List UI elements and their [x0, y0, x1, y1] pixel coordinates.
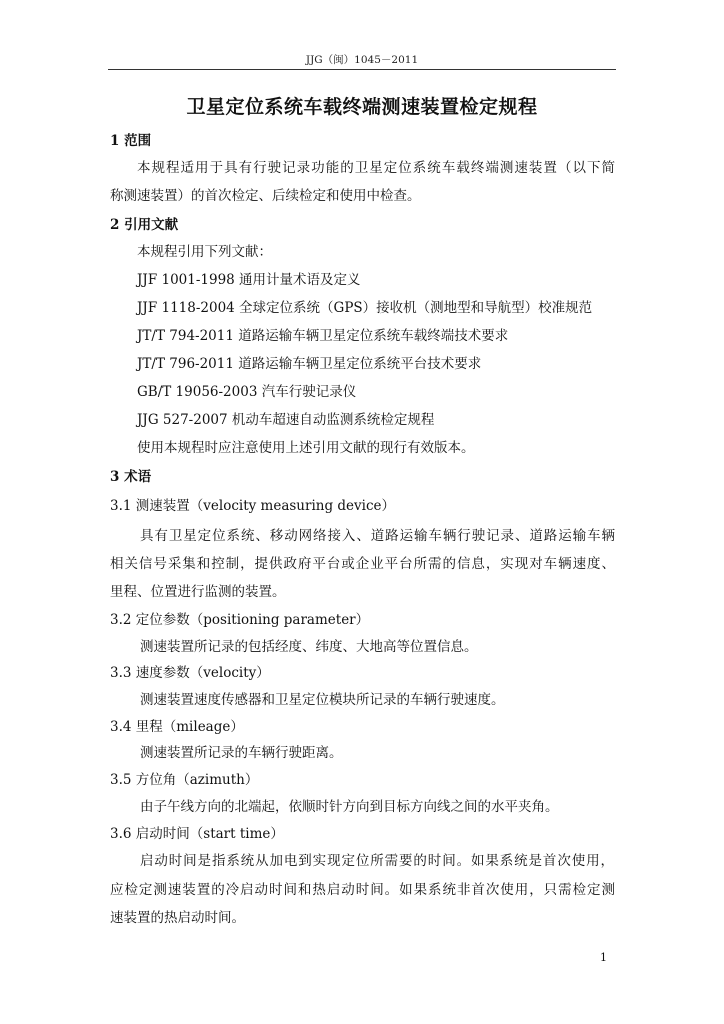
references-note: 使用本规程时应注意使用上述引用文献的现行有效版本。: [137, 440, 475, 456]
document-title: 卫星定位系统车载终端测速装置检定规程: [186, 96, 538, 118]
reference-item: JT/T 796-2011 道路运输车辆卫星定位系统平台技术要求: [137, 356, 482, 372]
references-intro: 本规程引用下列文献：: [137, 244, 272, 260]
section-heading-references: 2 引用文献: [110, 217, 179, 233]
term-3-3-line-1: 测速装置速度传感器和卫星定位模块所记录的车辆行驶速度。: [140, 692, 505, 708]
term-3-6-line-1: 启动时间是指系统从加电到实现定位所需要的时间。如果系统是首次使用，: [140, 853, 614, 869]
page-number: 1: [600, 951, 607, 964]
term-heading-3-3: 3.3 速度参数（velocity）: [110, 665, 270, 681]
header-rule: [108, 69, 616, 70]
section-heading-scope: 1 范围: [110, 133, 152, 149]
reference-item: JJF 1001-1998 通用计量术语及定义: [137, 272, 361, 288]
reference-item: JJG 527-2007 机动车超速自动监测系统检定规程: [137, 412, 435, 428]
section-heading-terms: 3 术语: [110, 469, 152, 485]
term-3-6-line-2: 应检定测速装置的冷启动时间和热启动时间。如果系统非首次使用，只需检定测: [110, 882, 615, 898]
reference-item: JT/T 794-2011 道路运输车辆卫星定位系统车载终端技术要求: [137, 328, 509, 344]
term-heading-3-1: 3.1 测速装置（velocity measuring device）: [110, 498, 396, 514]
reference-item: JJF 1118-2004 全球定位系统（GPS）接收机（测地型和导航型）校准规范: [137, 300, 593, 316]
term-heading-3-4: 3.4 里程（mileage）: [110, 719, 244, 735]
term-3-5-line-1: 由子午线方向的北端起，依顺时针方向到目标方向线之间的水平夹角。: [140, 799, 559, 815]
scope-paragraph-line-1: 本规程适用于具有行驶记录功能的卫星定位系统车载终端测速装置（以下简: [137, 160, 615, 176]
term-3-2-line-1: 测速装置所记录的包括经度、纬度、大地高等位置信息。: [140, 639, 478, 655]
term-3-1-line-3: 里程、位置进行监测的装置。: [110, 584, 286, 600]
term-heading-3-6: 3.6 启动时间（start time）: [110, 826, 284, 842]
term-3-1-line-2: 相关信号采集和控制，提供政府平台或企业平台所需的信息，实现对车辆速度、: [110, 556, 615, 572]
reference-item: GB/T 19056-2003 汽车行驶记录仪: [137, 384, 357, 400]
term-3-6-line-3: 速装置的热启动时间。: [110, 910, 245, 926]
scope-paragraph-line-2: 称测速装置）的首次检定、后续检定和使用中检查。: [110, 188, 421, 204]
term-heading-3-5: 3.5 方位角（azimuth）: [110, 772, 259, 788]
term-3-1-line-1: 具有卫星定位系统、移动网络接入、道路运输车辆行驶记录、道路运输车辆: [140, 528, 615, 544]
running-header: JJG（闽）1045－2011: [305, 54, 419, 66]
term-3-4-line-1: 测速装置所记录的车辆行驶距离。: [140, 745, 343, 761]
term-heading-3-2: 3.2 定位参数（positioning parameter）: [110, 612, 370, 628]
